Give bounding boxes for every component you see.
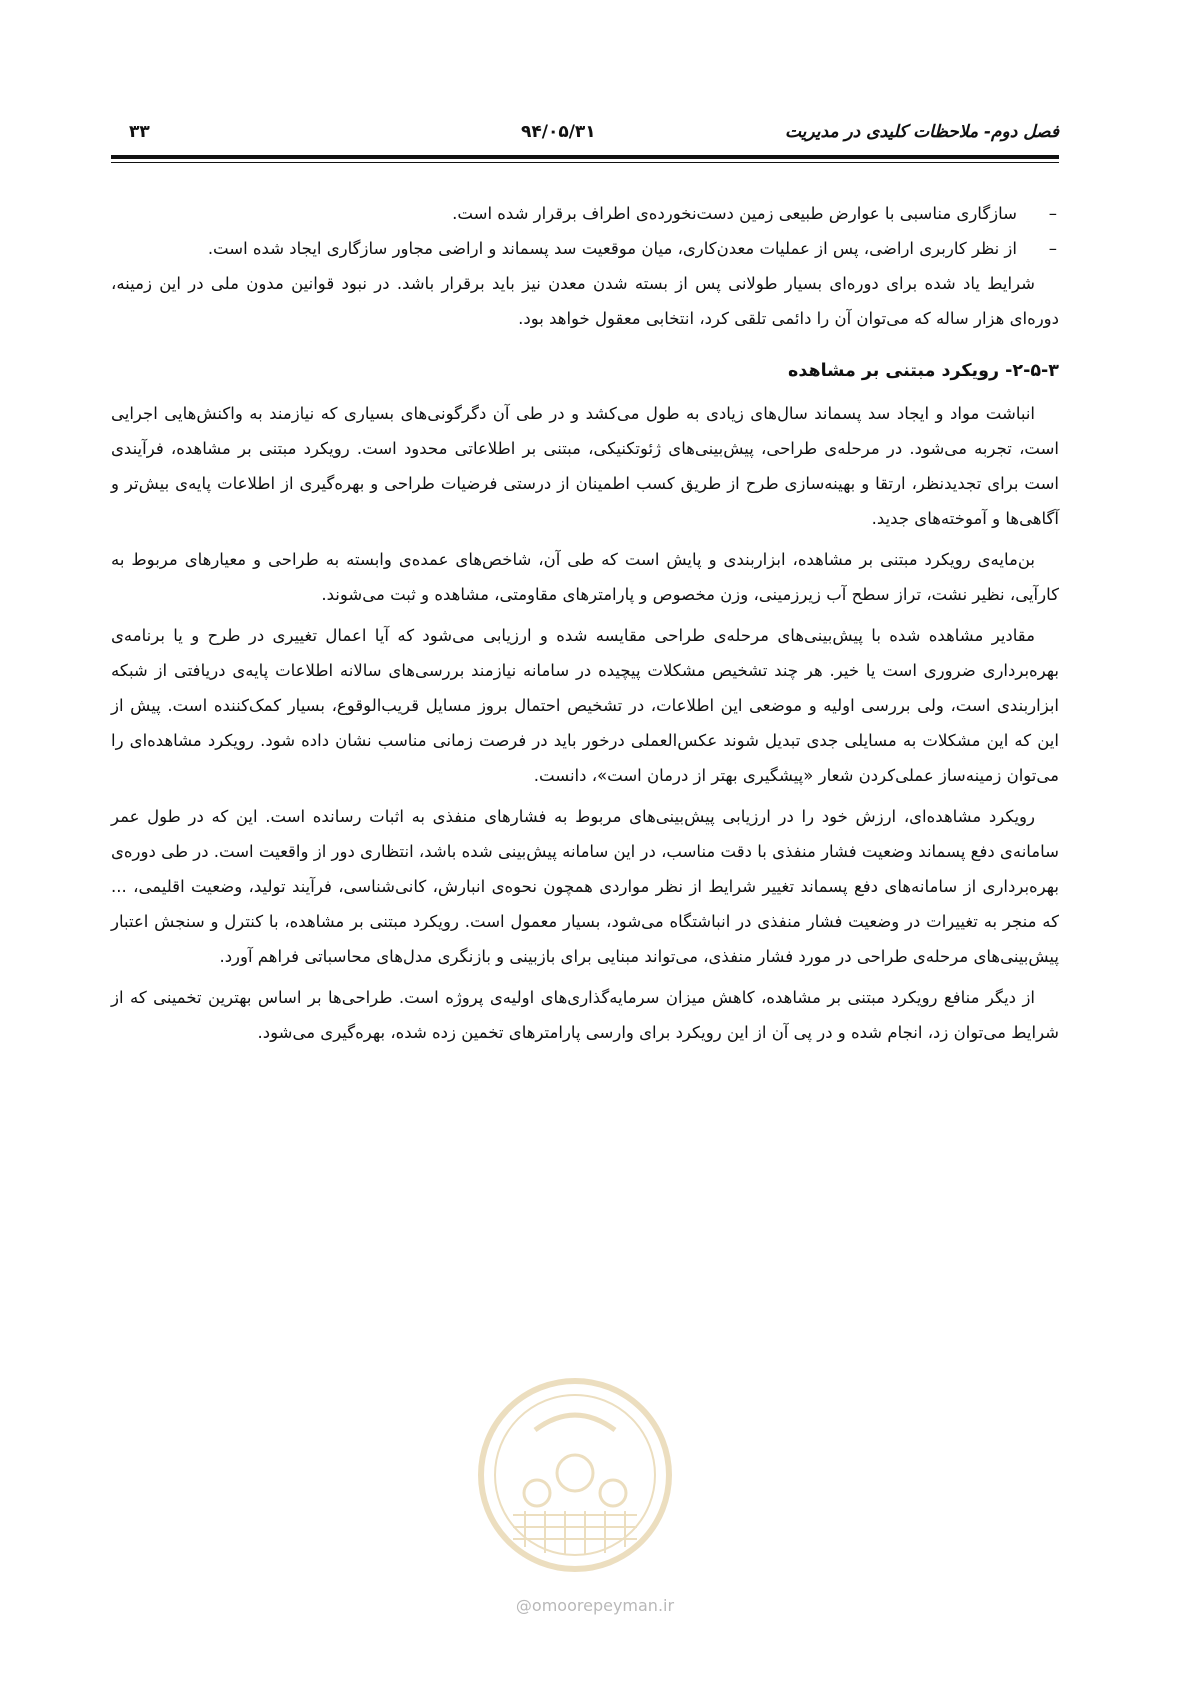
paragraph: بن‌مایه‌ی رویکرد مبتنی بر مشاهده، ابزاربندی و پایش است که طی آن، شاخص‌های عمده‌ی وابسته به طراحی و معیارهای مربوط به کارآیی، نظیر نشت، تراز سطح آب زیرزمینی، وزن مخصوص و پارامترهای مقاومتی، مشاهده و ثبت می‌شوند. [111,550,1059,604]
paragraph: انباشت مواد و ایجاد سد پسماند سال‌های زیادی به طول می‌کشد و در طی آن دگرگونی‌های بسیاری که نیازمند به واکنش‌هایی اجرایی است، تجربه می‌شود. در مرحله‌ی طراحی، پیش‌بینی‌های ژئوتکنیکی، مبتنی بر اطلاعاتی محدود است. رویکرد مبتنی بر مشاهده، فرآیندی است برای تجدیدنظر، ارتقا و بهینه‌سازی طرح از طریق کسب اطمینان از درستی فرضیات طراحی و بهره‌گیری از اطلاعات پایه‌ی بیش‌تر و آگاهی‌ها و آموخته‌های جدید. [111,404,1059,528]
bullet-item [111,231,1059,266]
chapter-title: فصل دوم- ملاحظات کلیدی در مدیریت [784,122,1059,142]
page-number: ۳۳ [129,122,150,142]
paragraph: از دیگر منافع رویکرد مبتنی بر مشاهده، کاهش میزان سرمایه‌گذاری‌های اولیه‌ی پروژه است. طراحی‌ها بر اساس بهترین تخمینی که از شرایط می‌توان زد، انجام شده و در پی آن از این رویکرد برای وارسی پارامترهای تخمین زده شده، بهره‌گیری می‌شود. [111,988,1059,1042]
header-rule-thin [111,162,1059,163]
section-heading: ۲-۵-۳- رویکرد مبتنی بر مشاهده [788,361,1059,381]
paragraph: مقادیر مشاهده شده با پیش‌بینی‌های مرحله‌ی طراحی مقایسه شده و ارزیابی می‌شود که آیا اعمال تغییری در طرح و یا برنامه‌ی بهره‌برداری ضروری است یا خیر. هر چند تشخیص مشکلات پیچیده در سامانه نیازمند بررسی‌های سالانه اطلاعات پایه‌ی دریافتی از شبکه ابزاربندی است، ولی بررسی اولیه و موضعی این اطلاعات، در تشخیص احتمال بروز مسایل قریب‌الوقوع، بسیار کمک‌کننده است. پیش از این که این مشکلات به مسایلی جدی تبدیل شوند عکس‌العملی درخور باید در فرصت زمانی مناسب نشان داده شود. رویکرد مشاهده‌ای را می‌توان زمینه‌ساز عملی‌کردن شعار «پیشگیری بهتر از درمان است»، دانست. [111,626,1059,785]
paragraph: شرایط یاد شده برای دوره‌ای بسیار طولانی پس از بسته شدن معدن نیز باید برقرار باشد. در نبود قوانین مدون ملی در این زمینه، دوره‌ای هزار ساله که می‌توان آن را دائمی تلقی کرد، انتخابی معقول خواهد بود. [111,274,1059,328]
header-rule-thick [111,155,1059,159]
watermark-seal-icon [475,1375,675,1580]
watermark-site: @omoorepeyman.ir [515,1596,675,1615]
header-date: ۹۴/۰۵/۳۱ [521,122,596,142]
page-header [111,122,1059,146]
bullet-item [111,196,1059,231]
paragraph: رویکرد مشاهده‌ای، ارزش خود را در ارزیابی پیش‌بینی‌های مربوط به فشارهای منفذی به اثبات رسانده است. این که در طول عمر سامانه‌ی دفع پسماند وضعیت فشار منفذی با دقت مناسب، در این سامانه پیش‌بینی شده باشد، انتظاری دور از واقعیت است. در طی دوره‌ی بهره‌برداری از سامانه‌های دفع پسماند تغییر شرایط از نظر مواردی همچون نحوه‌ی انبارش، کانی‌شناسی، فرآیند تولید، وضعیت اقلیمی، ... که منجر به تغییرات در وضعیت فشار منفذی در انباشتگاه می‌شود، بسیار معمول است. رویکرد مبتنی بر مشاهده، با کنترل و سنجش اعتبار پیش‌بینی‌های مرحله‌ی طراحی در مورد فشار منفذی، می‌تواند مبنایی برای بازبینی و بازنگری مدل‌های محاسباتی فراهم آورد. [111,807,1059,966]
bullet-text: از نظر کاربری اراضی، پس از عملیات معدن‌کاری، میان موقعیت سد پسماند و اراضی مجاور سازگاری ایجاد شده است. [207,239,1017,258]
page-body [111,196,1059,1050]
bullet-marker: – [1048,239,1057,258]
bullet-text: سازگاری مناسبی با عوارض طبیعی زمین دست‌نخورده‌ی اطراف برقرار شده است. [452,204,1017,223]
bullet-marker: – [1048,204,1057,223]
